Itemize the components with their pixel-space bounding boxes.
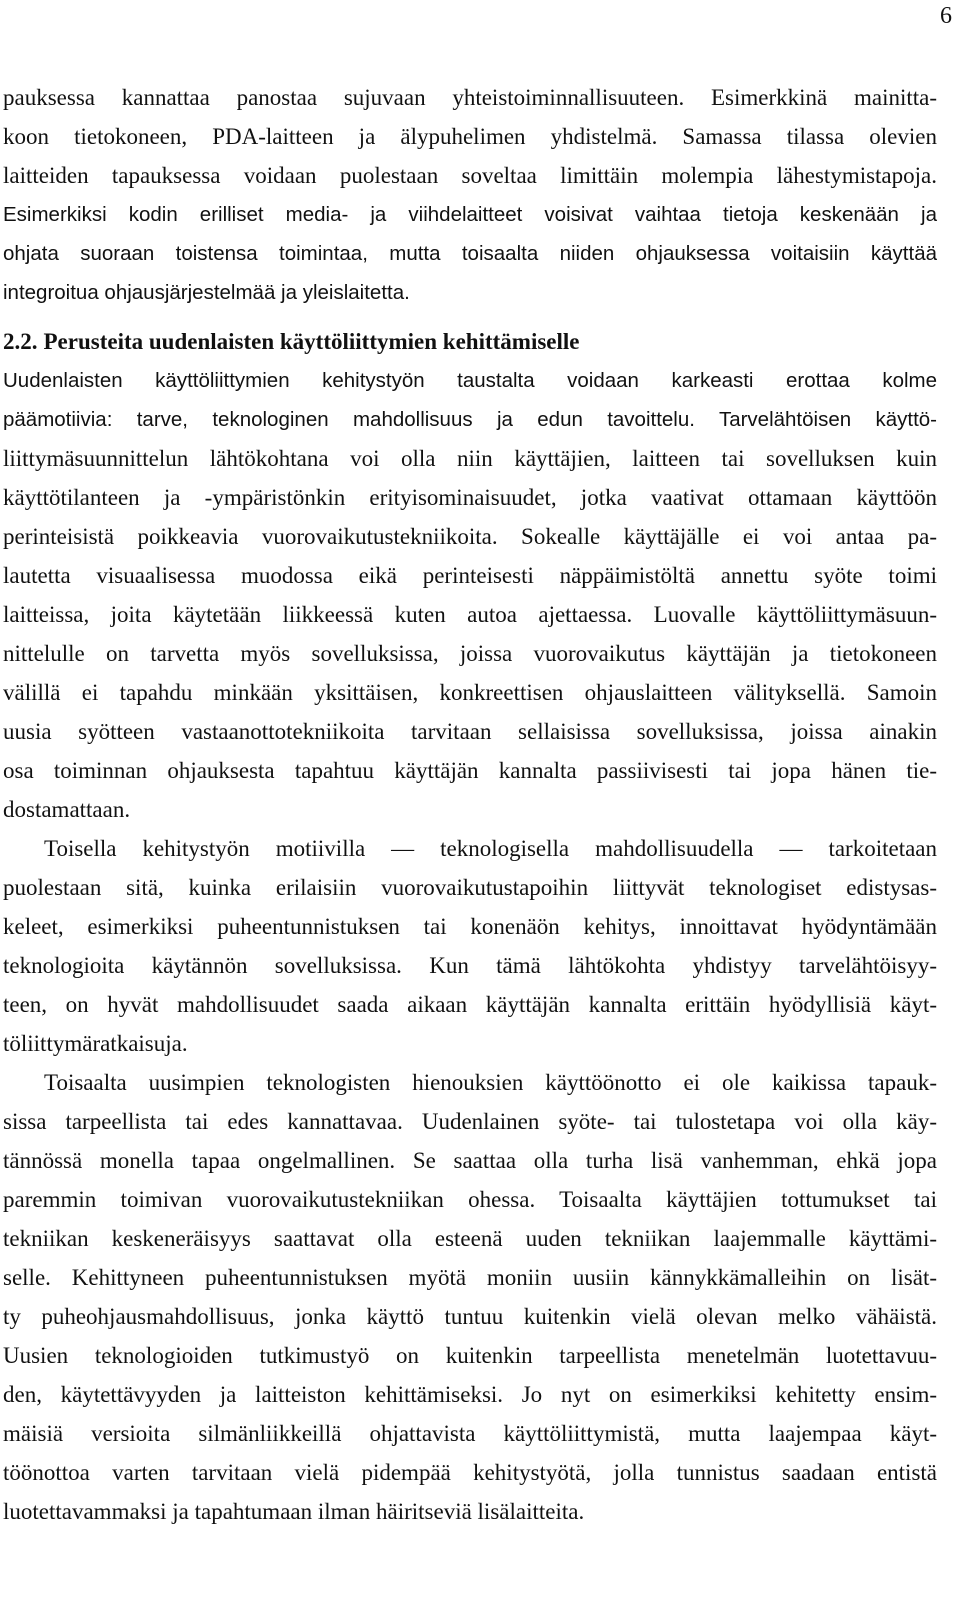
text-line: laitteiden tapauksessa voidaan puolestaan soveltaa limittäin molempia lähestymistapoja. bbox=[3, 163, 937, 188]
section-number: 2.2. bbox=[3, 329, 38, 354]
text-line: Toisella kehitystyön motiivilla — teknologisella mahdollisuudella — tarkoitetaan bbox=[44, 836, 937, 861]
text-line: Uusien teknologioiden tutkimustyö on kuitenkin tarpeellista menetelmän luotettavuu- bbox=[3, 1343, 937, 1368]
text-line: Toisaalta uusimpien teknologisten hienouksien käyttöönotto ei ole kaikissa tapauk- bbox=[44, 1070, 937, 1095]
text-line: teen, on hyvät mahdollisuudet saada aikaan käyttäjän kannalta erittäin hyödyllisiä käyt- bbox=[3, 992, 937, 1017]
text-line: ohjata suoraan toistensa toimintaa, mutta toisaalta niiden ohjauksessa voitaisiin käyttää bbox=[3, 242, 937, 265]
text-line: koon tietokoneen, PDA-laitteen ja älypuhelimen yhdistelmä. Samassa tilassa olevien bbox=[3, 124, 937, 149]
section-heading bbox=[3, 322, 937, 361]
text-line: uusia syötteen vastaanottotekniikoita tarvitaan sellaisissa sovelluksissa, joissa ainakin bbox=[3, 719, 937, 744]
text-line: den, käytettävyyden ja laitteiston kehittämiseksi. Jo nyt on esimerkiksi kehitetty ensim- bbox=[3, 1382, 937, 1407]
text-line: Uudenlaisten käyttöliittymien kehitystyön taustalta voidaan karkeasti erottaa kolme bbox=[3, 369, 937, 392]
text-line: puolestaan sitä, kuinka erilaisiin vuorovaikutustapoihin liittyvät teknologiset edistysas- bbox=[3, 875, 937, 900]
paragraph-motives bbox=[3, 361, 937, 829]
text-line: töönottoa varten tarvitaan vielä pidempää kehitystyötä, jolla tunnistus saadaan entistä bbox=[3, 1460, 937, 1485]
text-line: Esimerkiksi kodin erilliset media- ja viihdelaitteet voisivat vaihtaa tietoja keskenään ja bbox=[3, 203, 937, 226]
text-line: paremmin toimivan vuorovaikutustekniikan ohessa. Toisaalta käyttäjien tottumukset tai bbox=[3, 1187, 937, 1212]
section-title: Perusteita uudenlaisten käyttöliittymien kehittämiselle bbox=[43, 329, 580, 354]
text-line: integroitua ohjausjärjestelmää ja yleislaitetta. bbox=[3, 281, 410, 304]
text-line: keleet, esimerkiksi puheentunnistuksen tai konenäön kehitys, innoittavat hyödyntämään bbox=[3, 914, 937, 939]
page-number: 6 bbox=[940, 3, 952, 29]
text-line: sissa tarpeellista tai edes kannattavaa. Uudenlainen syöte- tai tulostetapa voi olla käy- bbox=[3, 1109, 937, 1134]
text-line: laitteissa, joita käytetään liikkeessä kuten autoa ajettaessa. Luovalle käyttöliittymäsuun- bbox=[3, 602, 937, 627]
text-line: liittymäsuunnittelun lähtökohtana voi olla niin käyttäjien, laitteen tai sovelluksen kuin bbox=[3, 446, 937, 471]
text-line: selle. Kehittyneen puheentunnistuksen myötä moniin uusiin kännykkämalleihin on lisät- bbox=[3, 1265, 937, 1290]
text-line: dostamattaan. bbox=[3, 797, 131, 822]
text-line: tekniikan keskeneräisyys saattavat olla esteenä uuden tekniikan laajemmalle käyttämi- bbox=[3, 1226, 937, 1251]
page-body bbox=[3, 78, 937, 1531]
text-line: teknologioita käytännön sovelluksissa. Kun tämä lähtökohta yhdistyy tarvelähtöisyy- bbox=[3, 953, 937, 978]
text-line: luotettavammaksi ja tapahtumaan ilman häiritseviä lisälaitteita. bbox=[3, 1499, 585, 1524]
text-line: pauksessa kannattaa panostaa sujuvaan yhteistoiminnallisuuteen. Esimerkkinä mainitta- bbox=[3, 85, 937, 110]
text-line: välillä ei tapahdu minkään yksittäisen, konkreettisen ohjauslaitteen välityksellä. Samoin bbox=[3, 680, 937, 705]
text-line: osa toiminnan ohjauksesta tapahtuu käyttäjän kannalta passiivisesti tai jopa hänen tie- bbox=[3, 758, 937, 783]
text-line: nittelulle on tarvetta myös sovelluksissa, joissa vuorovaikutus käyttäjän ja tietokoneen bbox=[3, 641, 937, 666]
intro-paragraph bbox=[3, 78, 937, 312]
paragraph-adoption bbox=[3, 1063, 937, 1531]
text-line: käyttötilanteen ja -ympäristönkin erityisominaisuudet, jotka vaativat ottamaan käyttöön bbox=[3, 485, 937, 510]
text-line: tännössä monella tapaa ongelmallinen. Se saattaa olla turha lisä vanhemman, ehkä jopa bbox=[3, 1148, 937, 1173]
text-line: päämotiivia: tarve, teknologinen mahdollisuus ja edun tavoittelu. Tarvelähtöisen käyttö- bbox=[3, 408, 937, 431]
paragraph-technology bbox=[3, 829, 937, 1063]
text-line: mäisiä versioita silmänliikkeillä ohjattavista käyttöliittymistä, mutta laajempaa käyt- bbox=[3, 1421, 937, 1446]
text-line: lautetta visuaalisessa muodossa eikä perinteisesti näppäimistöltä annettu syöte toimi bbox=[3, 563, 937, 588]
text-line: töliittymäratkaisuja. bbox=[3, 1031, 188, 1056]
text-line: ty puheohjausmahdollisuus, jonka käyttö tuntuu kuitenkin vielä olevan melko vähäistä. bbox=[3, 1304, 937, 1329]
text-line: perinteisistä poikkeavia vuorovaikutustekniikoita. Sokealle käyttäjälle ei voi antaa pa- bbox=[3, 524, 937, 549]
